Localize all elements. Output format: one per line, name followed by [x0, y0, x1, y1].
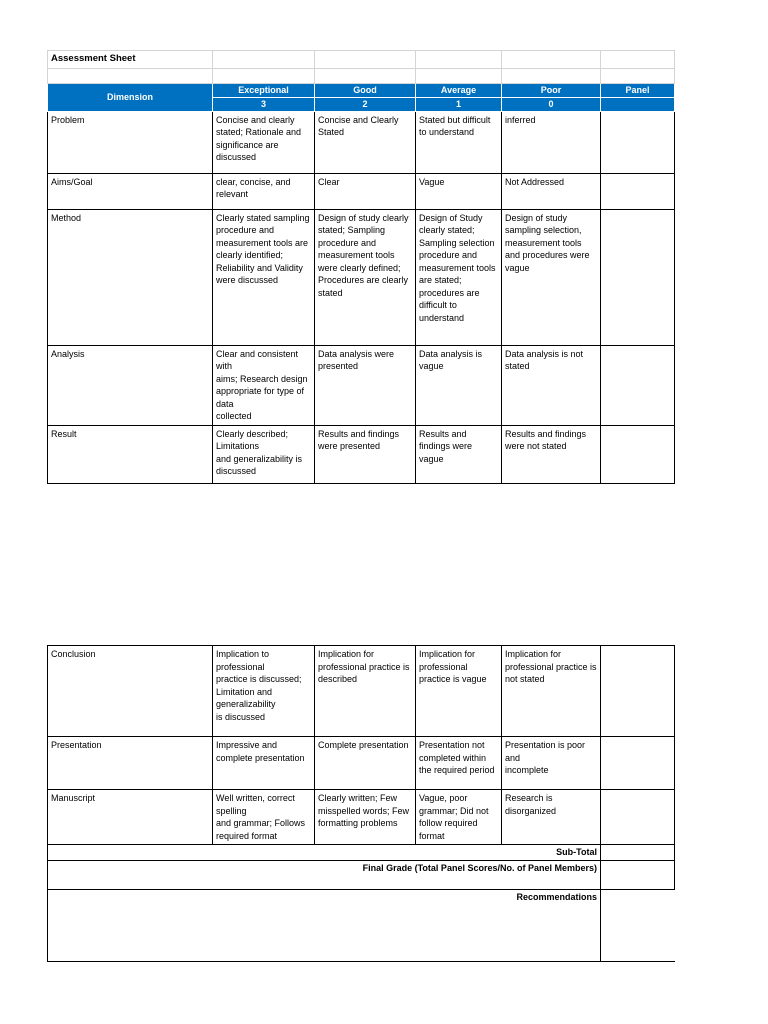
criteria-cell: Vague, poor grammar; Did not follow required format	[416, 790, 502, 845]
criteria-cell: clear, concise, and relevant	[213, 173, 315, 209]
sheet-title: Assessment Sheet	[48, 51, 213, 69]
dimension-label: Analysis	[48, 345, 213, 425]
criteria-cell: inferred	[502, 111, 601, 173]
dimension-label: Manuscript	[48, 790, 213, 845]
criteria-cell: Design of study sampling selection, measurement tools and procedures were vague	[502, 209, 601, 345]
table-row	[48, 209, 675, 345]
criteria-cell: Impressive and complete presentation	[213, 737, 315, 790]
criteria-cell: Complete presentation	[315, 737, 416, 790]
panel-score-cell[interactable]	[601, 345, 675, 425]
criteria-cell: Vague	[416, 173, 502, 209]
header-score-good: 2	[315, 97, 416, 111]
header-panel: Panel	[601, 83, 675, 97]
criteria-cell: Clearly stated sampling procedure and measurement tools are clearly identified; Reliability and Validity were discussed	[213, 209, 315, 345]
header-level-average: Average	[416, 83, 502, 97]
panel-score-cell[interactable]	[601, 173, 675, 209]
criteria-cell: Results and findings were presented	[315, 425, 416, 483]
criteria-cell: Implication to professional practice is discussed; Limitation and generalizability is discussed	[213, 646, 315, 737]
criteria-cell: Presentation not completed within the required period	[416, 737, 502, 790]
table-row	[48, 737, 675, 790]
criteria-cell: Design of study clearly stated; Sampling procedure and measurement tools were clearly defined; Procedures are clearly stated	[315, 209, 416, 345]
criteria-cell: Clearly written; Few misspelled words; Few formatting problems	[315, 790, 416, 845]
criteria-cell: Results and findings were vague	[416, 425, 502, 483]
header-level-poor: Poor	[502, 83, 601, 97]
header-score-average: 1	[416, 97, 502, 111]
criteria-cell: Concise and clearly stated; Rationale and significance are discussed	[213, 111, 315, 173]
header-dimension: Dimension	[48, 83, 213, 111]
panel-score-cell[interactable]	[601, 209, 675, 345]
criteria-cell: Clearly described; Limitations and generalizability is discussed	[213, 425, 315, 483]
table-row	[48, 345, 675, 425]
criteria-cell: Data analysis is not stated	[502, 345, 601, 425]
table-row	[48, 173, 675, 209]
criteria-cell: Concise and Clearly Stated	[315, 111, 416, 173]
dimension-label: Result	[48, 425, 213, 483]
dimension-label: Presentation	[48, 737, 213, 790]
panel-score-cell[interactable]	[601, 646, 675, 737]
criteria-cell: Design of Study clearly stated; Sampling selection procedure and measurement tools are stated; procedures are difficult to understand	[416, 209, 502, 345]
panel-score-cell[interactable]	[601, 737, 675, 790]
criteria-cell: Results and findings were not stated	[502, 425, 601, 483]
criteria-cell: Implication for professional practice is described	[315, 646, 416, 737]
table-row	[48, 790, 675, 845]
header-score-exceptional: 3	[213, 97, 315, 111]
criteria-cell: Clear and consistent with aims; Research design appropriate for type of data collected	[213, 345, 315, 425]
criteria-cell: Data analysis is vague	[416, 345, 502, 425]
dimension-label: Aims/Goal	[48, 173, 213, 209]
table-row	[48, 425, 675, 483]
criteria-cell: Implication for professional practice is not stated	[502, 646, 601, 737]
criteria-cell: Research is disorganized	[502, 790, 601, 845]
panel-score-cell[interactable]	[601, 111, 675, 173]
header-level-good: Good	[315, 83, 416, 97]
recommendations-label: Recommendations	[48, 889, 601, 961]
subtotal-label: Sub-Total	[48, 845, 601, 861]
dimension-label: Method	[48, 209, 213, 345]
recommendations-cell[interactable]	[601, 889, 675, 961]
final-grade-cell[interactable]	[601, 860, 675, 889]
table-row	[48, 646, 675, 737]
criteria-cell: Stated but difficult to understand	[416, 111, 502, 173]
final-grade-label: Final Grade (Total Panel Scores/No. of Panel Members)	[48, 860, 601, 889]
header-score-poor: 0	[502, 97, 601, 111]
assessment-table-page-2	[47, 645, 675, 962]
criteria-cell: Well written, correct spelling and grammar; Follows required format	[213, 790, 315, 845]
criteria-cell: Presentation is poor and incomplete	[502, 737, 601, 790]
criteria-cell: Data analysis were presented	[315, 345, 416, 425]
criteria-cell: Not Addressed	[502, 173, 601, 209]
subtotal-cell[interactable]	[601, 845, 675, 861]
dimension-label: Conclusion	[48, 646, 213, 737]
dimension-label: Problem	[48, 111, 213, 173]
panel-score-cell[interactable]	[601, 425, 675, 483]
assessment-table-page-1	[47, 50, 675, 484]
panel-score-cell[interactable]	[601, 790, 675, 845]
criteria-cell: Clear	[315, 173, 416, 209]
header-level-exceptional: Exceptional	[213, 83, 315, 97]
criteria-cell: Implication for professional practice is vague	[416, 646, 502, 737]
table-row	[48, 111, 675, 173]
